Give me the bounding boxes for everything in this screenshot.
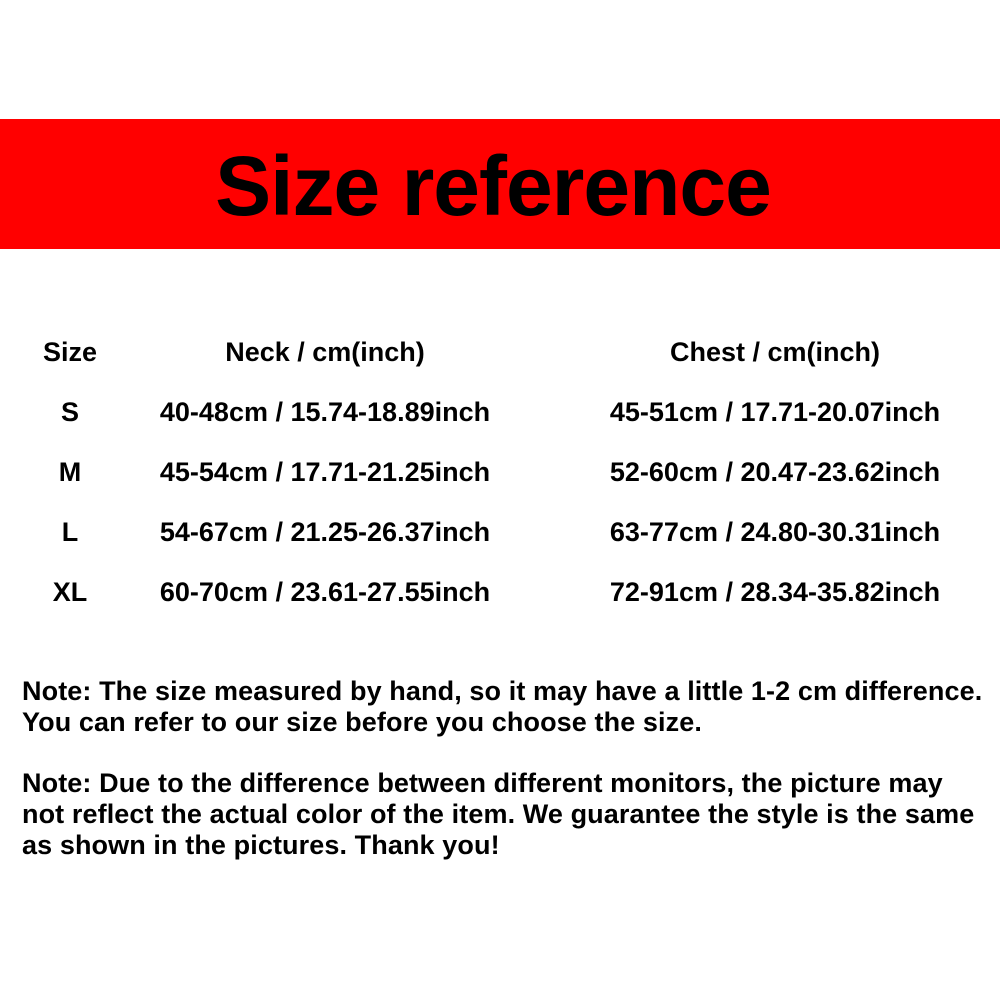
chest-measurement: 72-91cm / 28.34-35.82inch: [609, 577, 941, 607]
note-color: Note: Due to the difference between different monitors, the picture may not reflect the actual color of the item. We guarantee the style is the same as shown in the pictures. Thank you!: [22, 768, 975, 860]
table-row: [0, 382, 1000, 442]
size-label: M: [58, 457, 82, 487]
chest-measurement: 52-60cm / 20.47-23.62inch: [609, 457, 941, 487]
header-chest: Chest / cm(inch): [669, 337, 881, 367]
size-table: [0, 322, 1000, 622]
size-label: XL: [52, 577, 88, 607]
table-row: [0, 502, 1000, 562]
neck-measurement: 54-67cm / 21.25-26.37inch: [159, 517, 491, 547]
neck-measurement: 60-70cm / 23.61-27.55inch: [159, 577, 491, 607]
neck-measurement: 45-54cm / 17.71-21.25inch: [159, 457, 491, 487]
table-row: [0, 562, 1000, 622]
size-label: S: [60, 397, 79, 427]
note-measurement: Note: The size measured by hand, so it may have a little 1-2 cm difference. You can refer to our size before you choose the size.: [22, 676, 983, 737]
size-label: L: [61, 517, 79, 547]
title-banner: [0, 119, 1000, 249]
table-row: [0, 442, 1000, 502]
notes-section: [22, 676, 987, 891]
header-neck: Neck / cm(inch): [225, 337, 425, 367]
neck-measurement: 40-48cm / 15.74-18.89inch: [159, 397, 491, 427]
header-size: Size: [42, 337, 98, 367]
chest-measurement: 63-77cm / 24.80-30.31inch: [609, 517, 941, 547]
table-header-row: [0, 322, 1000, 382]
page-title: Size reference: [215, 139, 771, 233]
chest-measurement: 45-51cm / 17.71-20.07inch: [609, 397, 941, 427]
